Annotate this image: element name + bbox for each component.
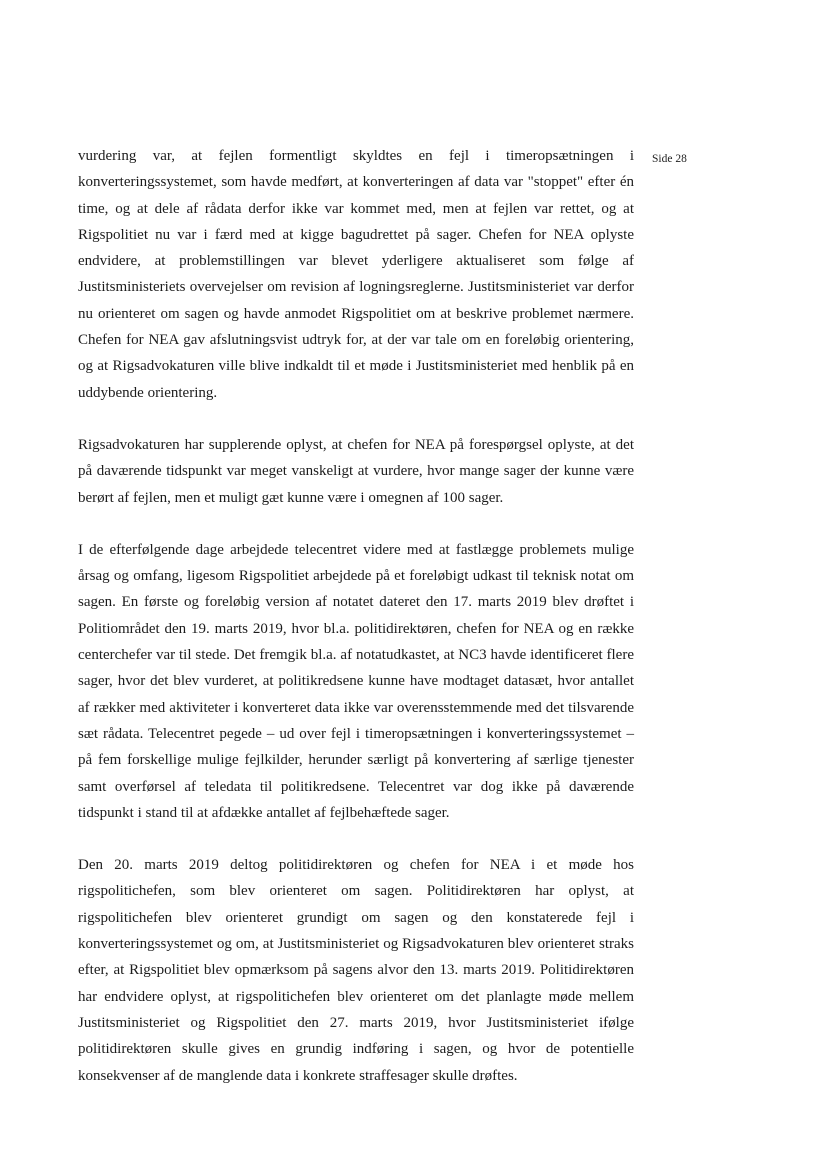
paragraph-1: vurdering var, at fejlen formentligt skyldtes en fejl i timeropsætningen i konverteringssystemet, som havde medført, at konverteringen af data var "stoppet" efter én time, og at dele af rådata derfor ikke var kommet med, men at fejlen var rettet, og at Rigspolitiet nu var i færd med at kigge bagudrettet på sager. Chefen for NEA oplyste endvidere, at problemstillingen var blevet yderligere aktualiseret som følge af Justitsministeriets overvejelser om revision af logningsreglerne. Justitsministeriet var derfor nu orienteret om sagen og havde anmodet Rigspolitiet om at beskrive problemet nærmere. Chefen for NEA gav afslutningsvist udtryk for, at der var tale om en foreløbig orientering, og at Rigsadvokaturen ville blive indkaldt til et møde i Justitsministeriet med henblik på en uddybende orientering.: [78, 148, 634, 401]
document-body: [78, 143, 634, 1089]
paragraph-2: Rigsadvokaturen har supplerende oplyst, at chefen for NEA på forespørgsel oplyste, at det på daværende tidspunkt var meget vanskeligt at vurdere, hvor mange sager der kunne være berørt af fejlen, men et muligt gæt kunne være i omegnen af 100 sager.: [78, 436, 634, 506]
page-number: Side 28: [652, 153, 687, 165]
paragraph-3: I de efterfølgende dage arbejdede telecentret videre med at fastlægge problemets mulige årsag og omfang, ligesom Rigspolitiet arbejdede på et foreløbigt udkast til teknisk notat om sagen. En første og foreløbig version af notatet dateret den 17. marts 2019 blev drøftet i Politiområdet den 19. marts 2019, hvor bl.a. politidirektøren, chefen for NEA og en række centerchefer var til stede. Det fremgik bl.a. af notatudkastet, at NC3 havde identificeret flere sager, hvor det blev vurderet, at politikredsene kunne have modtaget datasæt, hvor antallet af rækker med aktiviteter i konverteret data ikke var overensstemmende med det tilsvarende sæt rådata. Telecentret pegede – ud over fejl i timeropsætningen i konverteringssystemet – på fem forskellige mulige fejlkilder, herunder særligt på konvertering af særlige tjenester samt overførsel af teledata til politikredsene. Telecentret var dog ikke på daværende tidspunkt i stand til at afdække antallet af fejlbehæftede sager.: [78, 541, 634, 821]
paragraph-4: Den 20. marts 2019 deltog politidirektøren og chefen for NEA i et møde hos rigspolitichefen, som blev orienteret om sagen. Politidirektøren har oplyst, at rigspolitichefen blev orienteret grundigt om sagen og den konstaterede fejl i konverteringssystemet og om, at Justitsministeriet og Rigsadvokaturen blev orienteret straks efter, at Rigspolitiet blev opmærksom på sagens alvor den 13. marts 2019. Politidirektøren har endvidere oplyst, at rigspolitichefen blev orienteret om det planlagte møde mellem Justitsministeriet og Rigspolitiet den 27. marts 2019, hvor Justitsministeriet ifølge politidirektøren skulle gives en grundig indføring i sagen, og hvor de potentielle konsekvenser af de manglende data i konkrete straffesager skulle drøftes.: [78, 857, 634, 1084]
